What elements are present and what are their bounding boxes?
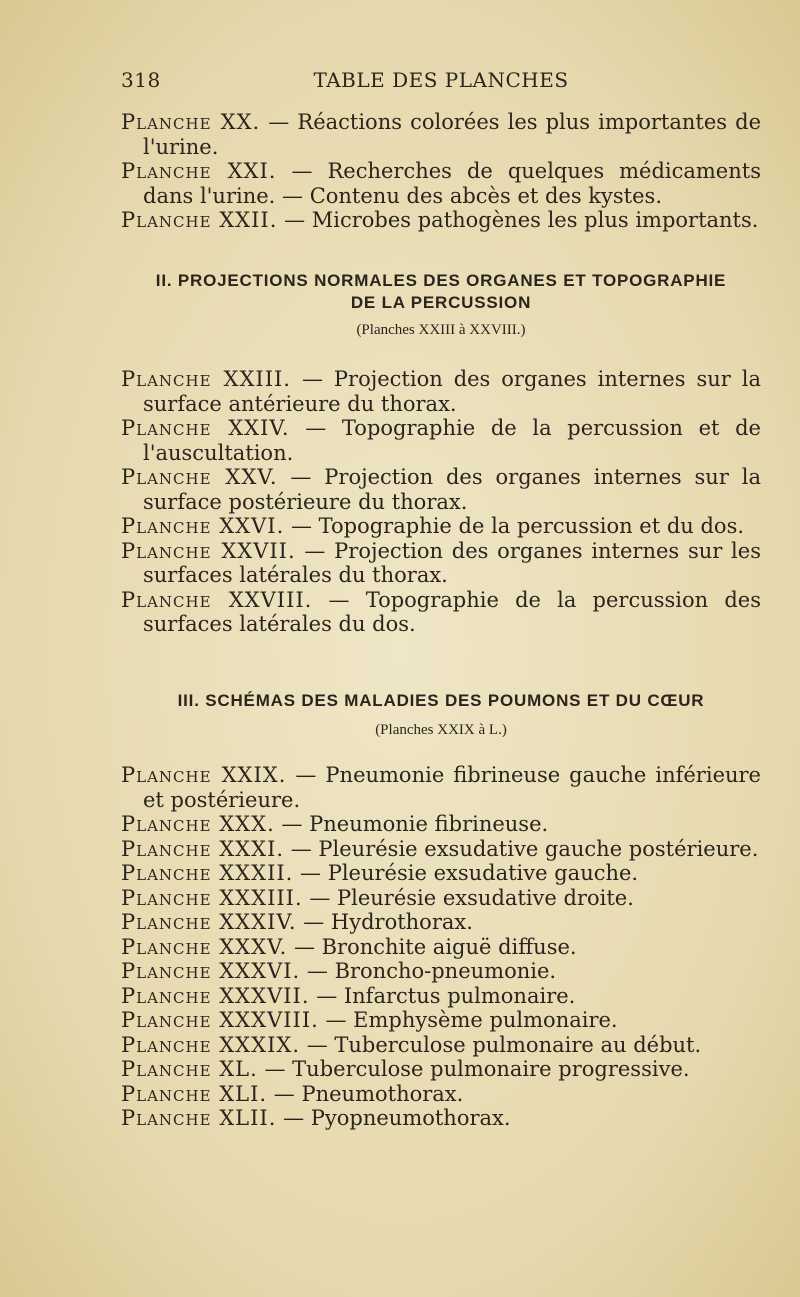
plate-entry: Planche XL. — Tuberculose pulmonaire progressive. — [121, 1057, 690, 1081]
plate-list-1 — [121, 110, 761, 233]
page-number: 318 — [121, 68, 161, 92]
plate-entry: Planche XXIV. — Topographie de la percussion et de l'auscultation. — [121, 416, 761, 465]
plate-entry: Planche XLII. — Pyopneumothorax. — [121, 1106, 511, 1130]
plate-entry: Planche XXII. — Microbes pathogènes les plus importants. — [121, 208, 759, 232]
plate-entry: Planche XXIII. — Projection des organes internes sur la surface antérieure du thorax. — [121, 367, 761, 416]
plate-entry: Planche XXVI. — Topographie de la percussion et du dos. — [121, 514, 745, 538]
section-heading-2: II. PROJECTIONS NORMALES DES ORGANES ET TOPOGRAPHIE DE LA PERCUSSION — [155, 271, 727, 312]
plate-entry: Planche XXXIX. — Tuberculose pulmonaire au début. — [121, 1032, 702, 1057]
plate-entry: Planche XXVIII. — Topographie de la percussion des surfaces latérales du dos. — [121, 587, 761, 636]
running-head — [121, 68, 761, 98]
plate-entry: Planche XXXIV. — Hydrothorax. — [121, 910, 473, 934]
plate-entry: Planche XXI. — Recherches de quelques médicaments dans l'urine. — Contenu des abcès et des kystes. — [121, 159, 761, 208]
section-subtitle-2: (Planches XXIII à XXVIII.) — [356, 322, 526, 338]
plate-list-3 — [121, 763, 761, 1131]
plate-entry: Planche XXXI. — Pleurésie exsudative gauche postérieure. — [121, 836, 759, 861]
section-subtitle-3: (Planches XXIX à L.) — [375, 722, 507, 738]
running-title: TABLE DES PLANCHES — [313, 68, 569, 92]
plate-entry: Planche XXV. — Projection des organes internes sur la surface postérieure du thorax. — [121, 465, 761, 514]
plate-entry: Planche XXXVI. — Broncho-pneumonie. — [121, 959, 557, 983]
plate-entry: Planche XXXIII. — Pleurésie exsudative droite. — [121, 885, 634, 910]
plate-entry: Planche XXVII. — Projection des organes internes sur les surfaces latérales du thorax. — [121, 538, 761, 587]
plate-entry: Planche XLI. — Pneumothorax. — [121, 1081, 464, 1106]
plate-entry: Planche XXXV. — Bronchite aiguë diffuse. — [121, 934, 577, 959]
plate-entry: Planche XXXII. — Pleurésie exsudative gauche. — [121, 861, 639, 885]
plate-entry: Planche XXIX. — Pneumonie fibrineuse gauche inférieure et postérieure. — [121, 763, 761, 812]
plate-list-2 — [121, 367, 761, 637]
plate-entry: Planche XXXVIII. — Emphysème pulmonaire. — [121, 1008, 618, 1032]
section-heading-3: III. SCHÉMAS DES MALADIES DES POUMONS ET DU CŒUR — [177, 691, 705, 710]
plate-entry: Planche XX. — Réactions colorées les plus importantes de l'urine. — [121, 110, 761, 159]
plate-entry: Planche XXX. — Pneumonie fibrineuse. — [121, 812, 549, 836]
plate-entry: Planche XXXVII. — Infarctus pulmonaire. — [121, 983, 576, 1008]
